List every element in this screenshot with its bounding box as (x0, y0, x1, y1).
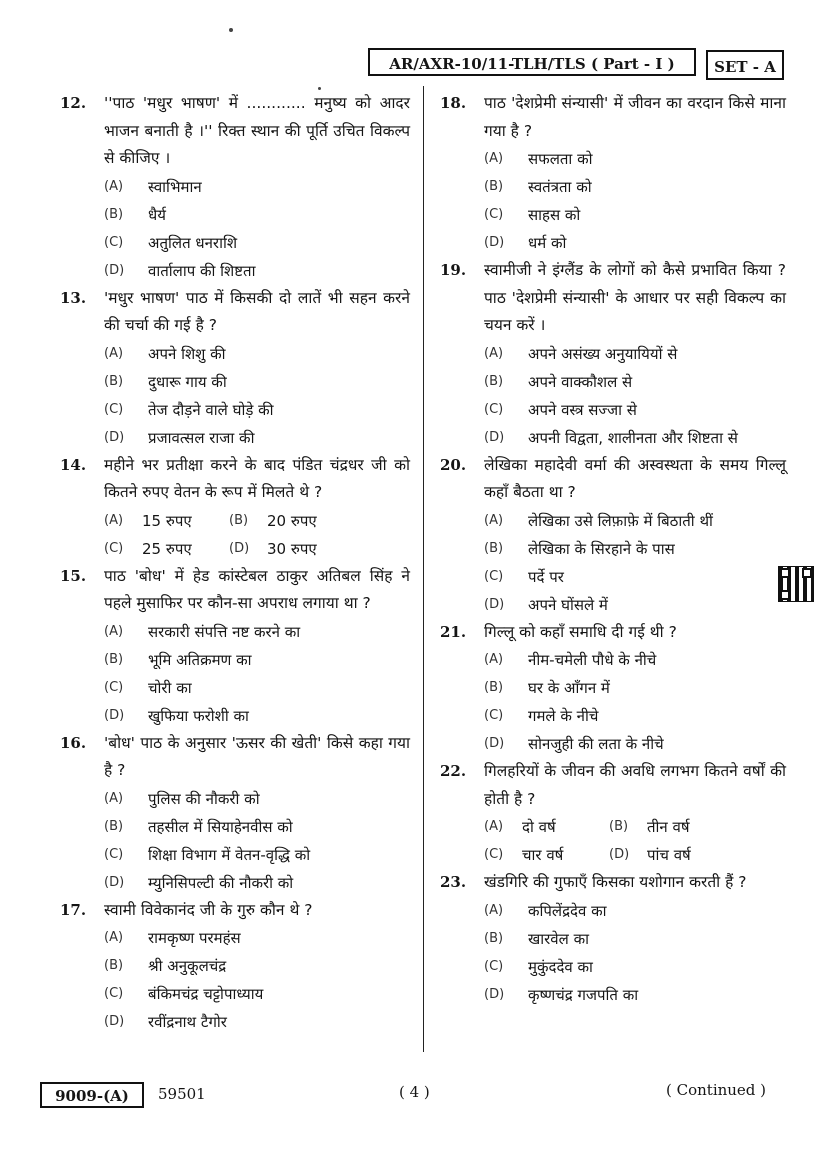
question-text: गिलहरियों के जीवन की अवधि लगभग कितने वर्षों की होती है ? (484, 762, 786, 808)
question-text: लेखिका महादेवी वर्मा की अस्वस्थता के समय गिल्लू कहाँ बैठता था ? (484, 455, 786, 501)
option-text: सफलता को (528, 150, 593, 168)
question-block (440, 452, 786, 619)
option-text: मुकुंददेव का (528, 957, 593, 976)
option-text: 15 रुपए (142, 511, 192, 530)
option-label: (B) (104, 206, 124, 222)
option-text: धैर्य (148, 205, 166, 224)
option-label: (C) (484, 207, 504, 222)
option-text: रवींद्रनाथ टैगोर (148, 1013, 227, 1031)
option-label: (A) (484, 902, 504, 918)
option-text: अपनी विद्वता, शालीनता और शिष्टता से (528, 428, 738, 447)
question-text: स्वामी विवेकानंद जी के गुरु कौन थे ? (104, 900, 313, 919)
question-row (440, 452, 786, 507)
question-number: 14. (60, 455, 87, 474)
question-number: 22. (440, 762, 467, 780)
option-text: 20 रुपए (267, 511, 317, 530)
option-text: अपने घोंसले में (528, 595, 608, 614)
option-label: (B) (229, 512, 249, 528)
question-number: 18. (440, 94, 467, 112)
question-row (60, 285, 410, 340)
option-label: (B) (484, 179, 504, 194)
option-item (104, 841, 410, 869)
option-item (104, 201, 410, 229)
option-text: रामकृष्ण परमहंस (148, 929, 241, 947)
option-label: (A) (484, 819, 504, 834)
option-label: (A) (484, 652, 504, 667)
option-text: अपने असंख्य अनुयायियों से (528, 344, 678, 363)
option-item (104, 618, 410, 646)
option-item (104, 869, 410, 897)
option-item (104, 785, 410, 813)
option-text: वार्तालाप की शिष्टता (148, 261, 256, 280)
option-text: तहसील में सियाहेनवीस को (148, 817, 293, 836)
option-text: 25 रुपए (142, 539, 192, 558)
option-text: सोनजुही की लता के नीचे (528, 735, 664, 753)
option-text: स्वतंत्रता को (528, 178, 592, 196)
option-label: (D) (104, 707, 125, 723)
option-label: (B) (104, 651, 124, 667)
option-item (104, 674, 410, 702)
option-text: म्युनिसिपल्टी की नौकरी को (148, 873, 294, 892)
option-item (484, 424, 786, 452)
option-text: धर्म को (528, 234, 567, 252)
option-label: (D) (484, 235, 505, 250)
option-text: गमले के नीचे (528, 707, 599, 725)
option-text: भूमि अतिक्रमण का (148, 650, 252, 669)
option-text: 30 रुपए (267, 539, 317, 558)
question-text: 'बोध' पाठ के अनुसार 'ऊसर की खेती' किसे कहा गया है ? (104, 733, 410, 779)
option-item (484, 981, 786, 1009)
option-text: स्वाभिमान (148, 177, 202, 196)
option-text: नीम-चमेली पौधे के नीचे (528, 651, 657, 669)
option-text: घर के आँगन में (528, 679, 610, 697)
option-text: प्रजावत्सल राजा की (148, 428, 255, 447)
option-item (484, 229, 786, 257)
question-row (60, 90, 410, 173)
option-text: खारवेल का (528, 929, 589, 948)
option-item (229, 507, 354, 535)
option-text: पर्दे पर (528, 567, 564, 586)
page-number: ( 4 ) (399, 1083, 430, 1101)
option-text: अपने शिशु की (148, 344, 226, 363)
option-text: साहस को (528, 206, 581, 224)
option-item (484, 953, 786, 981)
paper-code-box: AR/AXR-10/11-TLH/TLS ( Part - I ) (368, 48, 696, 76)
option-label: (B) (104, 373, 124, 389)
option-text: अपने वाक्कौशल से (528, 372, 633, 391)
question-text: पाठ 'देशप्रेमी संन्यासी' में जीवन का वरदान किसे माना गया है ? (484, 94, 786, 140)
option-text: पांच वर्ष (647, 846, 691, 864)
option-item (104, 952, 410, 980)
option-item (484, 674, 786, 702)
option-label: (A) (104, 930, 124, 945)
option-label: (C) (104, 846, 124, 862)
option-label: (A) (104, 178, 124, 194)
question-block (60, 285, 410, 452)
option-label: (D) (484, 596, 505, 612)
option-label: (A) (104, 512, 124, 528)
option-item (609, 841, 734, 869)
option-label: (C) (484, 401, 504, 417)
option-item (104, 257, 410, 285)
option-label: (A) (484, 345, 504, 361)
option-item (484, 563, 786, 591)
left-column (60, 90, 410, 1036)
option-label: (B) (484, 373, 504, 389)
option-item (104, 1008, 410, 1036)
question-block (60, 730, 410, 897)
qr-code-icon (778, 566, 814, 602)
option-text: शिक्षा विभाग में वेतन-वृद्धि को (148, 845, 311, 864)
option-label: (C) (104, 986, 124, 1001)
option-text: चार वर्ष (522, 846, 564, 864)
option-item (104, 368, 410, 396)
option-item (484, 368, 786, 396)
booklet-code-box: 9009-(A) (40, 1082, 144, 1108)
question-row (440, 758, 786, 813)
option-text: दो वर्ष (522, 818, 556, 836)
question-row (60, 452, 410, 507)
question-row (60, 730, 410, 785)
question-block (60, 563, 410, 730)
option-label: (A) (104, 623, 124, 639)
option-item (104, 340, 410, 368)
question-number: 15. (60, 566, 87, 585)
option-text: चोरी का (148, 678, 192, 697)
question-number: 20. (440, 455, 467, 474)
option-item (484, 897, 786, 925)
question-number: 21. (440, 622, 467, 641)
option-text: अतुलित धनराशि (148, 233, 238, 252)
question-row (440, 869, 786, 897)
option-item (104, 173, 410, 201)
option-label: (D) (484, 736, 505, 751)
booklet-number: 59501 (158, 1085, 206, 1103)
option-label: (D) (229, 540, 250, 556)
option-label: (D) (609, 847, 630, 862)
scan-mark-dot (229, 28, 233, 32)
question-text: ''पाठ 'मधुर भाषण' में ............ मनुष्य को आदर भाजन बनाती है ।'' रिक्त स्थान की पूर्ति उचित विकल्प से कीजिए । (104, 94, 410, 167)
continued-label: ( Continued ) (666, 1081, 767, 1099)
option-item (484, 702, 786, 730)
option-label: (D) (484, 986, 505, 1002)
option-item (484, 925, 786, 953)
option-item (484, 507, 786, 535)
option-label: (D) (104, 1014, 125, 1029)
option-label: (A) (484, 151, 504, 166)
option-item (609, 813, 734, 841)
question-block (60, 452, 410, 563)
option-label: (C) (484, 847, 504, 862)
option-label: (C) (484, 958, 504, 974)
question-text: गिल्लू को कहाँ समाधि दी गई थी ? (484, 622, 677, 641)
question-number: 16. (60, 733, 87, 752)
option-text: लेखिका उसे लिफ़ाफ़े में बिठाती थीं (528, 511, 713, 530)
question-block (440, 90, 786, 257)
option-label: (B) (484, 540, 504, 556)
option-item (484, 730, 786, 758)
question-block (60, 897, 410, 1037)
option-item (104, 646, 410, 674)
option-item (484, 813, 609, 841)
question-row (440, 619, 786, 647)
option-item (229, 535, 354, 563)
option-item (104, 702, 410, 730)
option-label: (D) (104, 262, 125, 278)
option-text: कृष्णचंद्र गजपति का (528, 985, 639, 1004)
option-text: पुलिस की नौकरी को (148, 789, 260, 808)
option-item (484, 535, 786, 563)
question-row (60, 563, 410, 618)
column-divider (423, 86, 424, 1052)
question-row (440, 90, 786, 145)
option-item (104, 535, 229, 563)
question-text: स्वामीजी ने इंग्लैंड के लोगों को कैसे प्रभावित किया ? पाठ 'देशप्रेमी संन्यासी' के आधार पर सही विकल्प का चयन करें । (484, 261, 786, 334)
option-pair-row (104, 507, 410, 535)
option-text: लेखिका के सिरहाने के पास (528, 539, 675, 558)
option-label: (B) (104, 818, 124, 834)
option-label: (C) (104, 679, 124, 695)
option-label: (C) (484, 708, 504, 723)
option-text: दुधारू गाय की (148, 372, 227, 391)
option-pair-row (484, 813, 786, 841)
option-label: (C) (104, 401, 124, 417)
option-label: (B) (484, 680, 504, 695)
option-item (484, 646, 786, 674)
question-number: 19. (440, 261, 467, 279)
option-pair-row (104, 535, 410, 563)
question-row (60, 897, 410, 925)
question-text: महीने भर प्रतीक्षा करने के बाद पंडित चंद्रधर जी को कितने रुपए वेतन के रूप में मिलते थे ? (104, 455, 410, 501)
option-item (484, 841, 609, 869)
question-number: 23. (440, 873, 467, 891)
option-label: (D) (104, 874, 125, 890)
option-text: श्री अनुकूलचंद्र (148, 957, 227, 975)
option-item (484, 201, 786, 229)
option-item (484, 173, 786, 201)
option-item (104, 980, 410, 1008)
question-text: 'मधुर भाषण' पाठ में किसकी दो लातें भी सहन करने की चर्चा की गई है ? (104, 288, 410, 334)
option-item (484, 591, 786, 619)
option-text: अपने वस्त्र सज्जा से (528, 400, 637, 419)
option-item (484, 145, 786, 173)
option-label: (D) (484, 429, 505, 445)
option-item (104, 507, 229, 535)
question-block (440, 619, 786, 759)
option-label: (C) (484, 568, 504, 584)
option-item (484, 396, 786, 424)
option-text: तेज दौड़ने वाले घोड़े की (148, 400, 274, 419)
option-label: (B) (104, 958, 124, 973)
option-label: (A) (484, 512, 504, 528)
question-text: खंडगिरि की गुफाएँ किसका यशोगान करती हैं ? (484, 873, 747, 891)
option-text: बंकिमचंद्र चट्टोपाध्याय (148, 985, 264, 1003)
option-label: (C) (104, 234, 124, 250)
option-item (484, 340, 786, 368)
question-block (440, 758, 786, 869)
option-pair-row (484, 841, 786, 869)
set-label-box: SET - A (706, 50, 784, 80)
question-number: 13. (60, 288, 87, 307)
option-item (104, 396, 410, 424)
option-label: (C) (104, 540, 124, 556)
option-item (104, 924, 410, 952)
question-text: पाठ 'बोध' में हेड कांस्टेबल ठाकुर अतिबल सिंह ने पहले मुसाफिर पर कौन-सा अपराध लगाया था ? (104, 566, 410, 612)
option-label: (A) (104, 345, 124, 361)
option-text: सरकारी संपत्ति नष्ट करने का (148, 622, 301, 641)
option-label: (A) (104, 790, 124, 806)
right-column (440, 90, 786, 1009)
option-label: (B) (609, 819, 629, 834)
question-row (440, 257, 786, 340)
question-block (440, 257, 786, 452)
option-label: (D) (104, 429, 125, 445)
question-block (60, 90, 410, 285)
option-label: (B) (484, 930, 504, 946)
option-item (104, 424, 410, 452)
option-text: खुफिया फरोशी का (148, 706, 249, 725)
question-number: 12. (60, 94, 87, 112)
option-text: तीन वर्ष (647, 818, 690, 836)
option-item (104, 229, 410, 257)
option-text: कपिलेंद्रदेव का (528, 901, 607, 920)
option-item (104, 813, 410, 841)
question-number: 17. (60, 900, 87, 919)
question-block (440, 869, 786, 1009)
